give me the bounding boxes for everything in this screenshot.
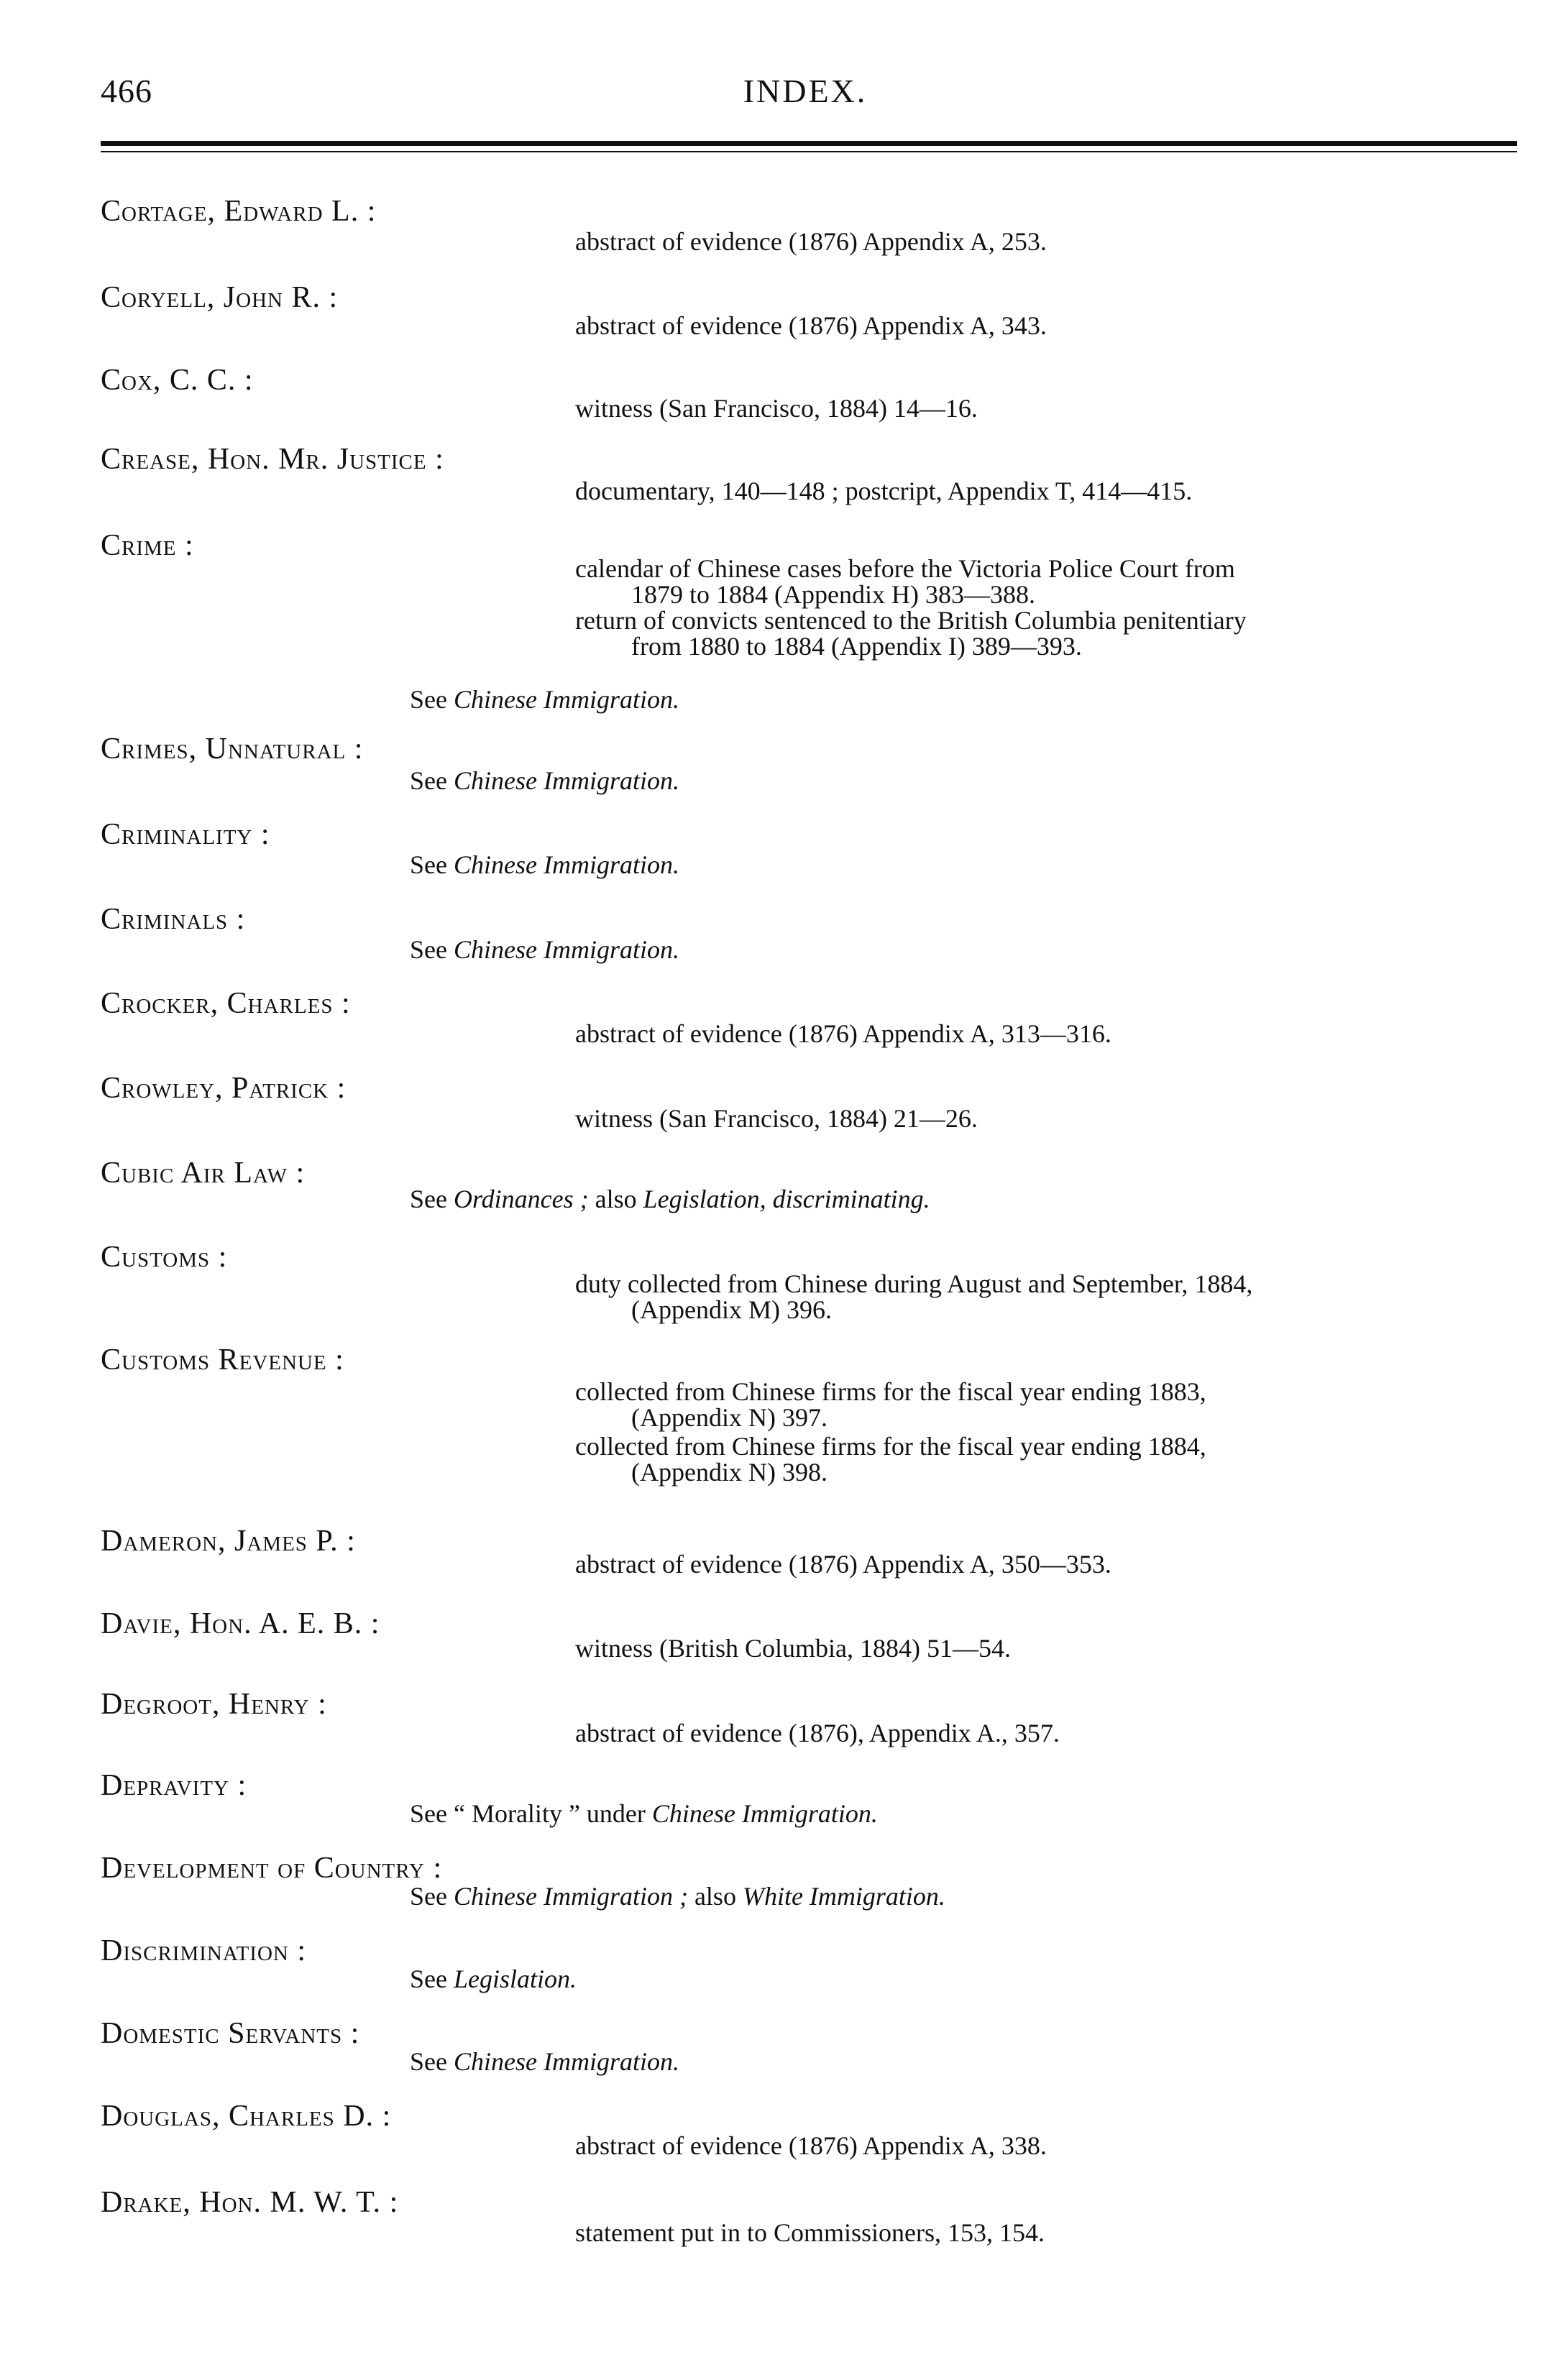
index-heading: Customs Revenue : (101, 1343, 344, 1377)
index-heading: Depravity : (101, 1769, 247, 1802)
sub-entry-continuation: (Appendix N) 397. (631, 1403, 827, 1432)
cross-reference: Chinese Immigration. (453, 850, 679, 879)
cross-reference: Ordinances ; (453, 1185, 589, 1213)
sub-entry (575, 1271, 1252, 1323)
cross-reference: White Immigration. (742, 1882, 945, 1911)
sub-entry: abstract of evidence (1876) Appendix A, 313—316. (575, 1019, 1111, 1048)
see-reference: See Legislation. (410, 1965, 577, 1993)
index-heading: Development of Country : (101, 1852, 443, 1885)
index-heading: Drake, Hon. M. W. T. : (101, 2186, 399, 2219)
cross-reference: Chinese Immigration. (453, 685, 679, 714)
index-heading: Dameron, James P. : (101, 1525, 356, 1558)
sub-entry: witness (San Francisco, 1884) 21—26. (575, 1104, 978, 1133)
index-heading: Cubic Air Law : (101, 1157, 306, 1190)
index-heading: Crocker, Charles : (101, 987, 351, 1020)
see-reference: See Chinese Immigration. (410, 850, 679, 879)
see-reference: See Chinese Immigration. (410, 685, 679, 714)
sub-entry: abstract of evidence (1876) Appendix A, 343. (575, 311, 1047, 340)
sub-entry: statement put in to Commissioners, 153, 154. (575, 2218, 1045, 2247)
sub-entry: abstract of evidence (1876) Appendix A, 253. (575, 227, 1047, 256)
index-heading: Discrimination : (101, 1934, 306, 1967)
cross-reference: Chinese Immigration. (453, 766, 679, 795)
sub-entry-continuation: 1879 to 1884 (Appendix H) 383—388. (631, 580, 1035, 609)
sub-entry-line: return of convicts sentenced to the British Columbia penitentiary (575, 606, 1247, 635)
cross-reference: Chinese Immigration. (453, 935, 679, 964)
index-heading: Davie, Hon. A. E. B. : (101, 1607, 380, 1640)
index-heading: Domestic Servants : (101, 2017, 360, 2050)
sub-entry-line: calendar of Chinese cases before the Victoria Police Court from (575, 554, 1235, 583)
sub-entry-continuation: (Appendix N) 398. (631, 1458, 827, 1487)
sub-entry-continuation: from 1880 to 1884 (Appendix I) 389—393. (631, 632, 1082, 661)
sub-entry (575, 1379, 1206, 1430)
sub-entry-line: duty collected from Chinese during August and September, 1884, (575, 1269, 1253, 1298)
see-reference: See Chinese Immigration. (410, 935, 679, 964)
see-reference: See Chinese Immigration ; also White Immigration. (410, 1882, 945, 1911)
index-heading: Cox, C. C. : (101, 364, 254, 397)
cross-reference: Legislation, discriminating. (643, 1185, 930, 1213)
sub-entry-line: collected from Chinese firms for the fiscal year ending 1883, (575, 1377, 1206, 1406)
see-reference: See Chinese Immigration. (410, 2047, 679, 2076)
index-heading: Crimes, Unnatural : (101, 732, 364, 766)
page-number: 466 (101, 73, 152, 109)
cross-reference: Chinese Immigration. (651, 1799, 878, 1828)
index-heading: Douglas, Charles D. : (101, 2100, 392, 2133)
sub-entry (575, 1433, 1206, 1485)
index-heading: Criminality : (101, 818, 270, 851)
index-heading: Degroot, Henry : (101, 1688, 327, 1721)
index-heading: Crime : (101, 529, 194, 562)
cross-reference: Chinese Immigration ; (453, 1882, 688, 1911)
see-reference: See Ordinances ; also Legislation, discriminating. (410, 1185, 930, 1213)
sub-entry: abstract of evidence (1876) Appendix A, 338. (575, 2131, 1047, 2160)
see-reference: See Chinese Immigration. (410, 766, 679, 795)
index-heading: Crowley, Patrick : (101, 1072, 347, 1105)
sub-entry: abstract of evidence (1876) Appendix A, 350—353. (575, 1550, 1111, 1579)
see-reference: See “ Morality ” under Chinese Immigration. (410, 1799, 878, 1828)
index-heading: Customs : (101, 1241, 228, 1274)
running-title: INDEX. (743, 73, 868, 109)
sub-entry: witness (British Columbia, 1884) 51—54. (575, 1634, 1011, 1663)
sub-entry (575, 607, 1247, 659)
sub-entry-continuation: (Appendix M) 396. (631, 1295, 832, 1324)
index-heading: Coryell, John R. : (101, 281, 339, 314)
sub-entry-line: collected from Chinese firms for the fiscal year ending 1884, (575, 1432, 1206, 1461)
sub-entry (575, 556, 1235, 607)
cross-reference: Legislation. (453, 1965, 577, 1993)
index-heading: Crease, Hon. Mr. Justice : (101, 443, 444, 476)
index-heading: Cortage, Edward L. : (101, 195, 377, 228)
sub-entry: documentary, 140—148 ; postcript, Appendix T, 414—415. (575, 477, 1193, 505)
sub-entry: witness (San Francisco, 1884) 14—16. (575, 394, 978, 423)
cross-reference: Chinese Immigration. (453, 2047, 679, 2076)
sub-entry: abstract of evidence (1876), Appendix A., 357. (575, 1719, 1060, 1747)
index-heading: Criminals : (101, 903, 246, 936)
